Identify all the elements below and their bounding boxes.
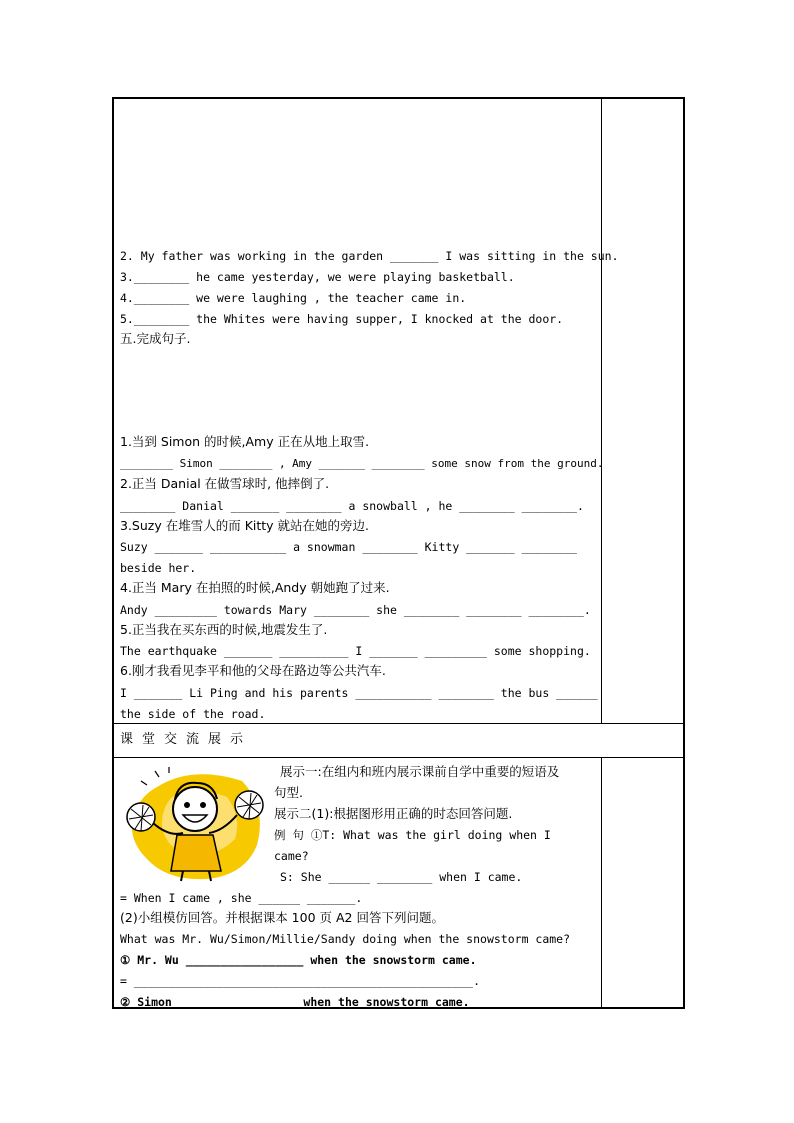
exercise-line: 3.Suzy 在堆雪人的而 Kitty 就站在她的旁边. (120, 518, 370, 533)
cheerleader-girl-illustration (117, 767, 265, 882)
column-divider-top (601, 99, 602, 724)
exercise-line: 展示二(1):根据图形用正确的时态回答问题. (274, 806, 513, 821)
exercise-line: 例 句 ①T: What was the girl doing when I (274, 828, 551, 842)
exercise-line: 2.正当 Danial 在做雪球时, 他摔倒了. (120, 476, 330, 491)
exercise-line: S: She ______ ________ when I came. (280, 870, 523, 884)
exercise-line: ________ Simon ________ , Amy _______ ________ some snow from the ground. (120, 457, 604, 470)
exercise-line: the side of the road. (120, 707, 266, 721)
exercise-line: 5.________ the Whites were having supper, I knocked at the door. (120, 312, 564, 326)
exercise-line: (2)小组模仿回答。并根据课本 100 页 A2 回答下列问题。 (120, 910, 444, 925)
row-divider-1 (114, 723, 683, 724)
column-divider-bottom (601, 757, 602, 1009)
exercise-line: 4.________ we were laughing , the teacher came in. (120, 291, 467, 305)
exercise-line: I _______ Li Ping and his parents ___________ ________ the bus ______ (120, 686, 598, 700)
exercise-line: 1.当到 Simon 的时候,Amy 正在从地上取雪. (120, 434, 370, 449)
exercise-line: ② Simon _________________ when the snowstorm came. (120, 995, 470, 1009)
exercise-line: = _________________________________________________. (120, 974, 481, 988)
exercise-line: 展示一:在组内和班内展示课前自学中重要的短语及 (280, 764, 560, 779)
exercise-line: 句型. (274, 785, 303, 800)
exercise-line: 2. My father was working in the garden _______ I was sitting in the sun. (120, 249, 619, 263)
exercise-line: = When I came , she ______ _______. (120, 891, 363, 905)
exercise-line: beside her. (120, 561, 197, 575)
worksheet-table (112, 97, 685, 1009)
exercise-line: The earthquake _______ __________ I _______ _________ some shopping. (120, 644, 591, 658)
exercise-line: 4.正当 Mary 在拍照的时候,Andy 朝她跑了过来. (120, 580, 390, 595)
row-divider-2 (114, 757, 683, 758)
section-title: 课堂交流展示 (120, 732, 253, 747)
exercise-line: Andy _________ towards Mary ________ she ________ ________ ________. (120, 603, 591, 617)
exercise-line: 3.________ he came yesterday, we were playing basketball. (120, 270, 515, 284)
exercise-line: What was Mr. Wu/Simon/Millie/Sandy doing when the snowstorm came? (120, 932, 571, 946)
section-heading: 五.完成句子. (120, 331, 191, 346)
exercise-line: ① Mr. Wu _________________ when the snowstorm came. (120, 953, 477, 967)
exercise-line: 6.刚才我看见李平和他的父母在路边等公共汽车. (120, 663, 386, 678)
exercise-line: Suzy _______ ___________ a snowman ________ Kitty _______ ________ (120, 540, 577, 554)
exercise-line: ________ Danial _______ ________ a snowball , he ________ ________. (120, 499, 584, 513)
exercise-line: 5.正当我在买东西的时候,地震发生了. (120, 622, 328, 637)
exercise-line: came? (274, 849, 309, 863)
